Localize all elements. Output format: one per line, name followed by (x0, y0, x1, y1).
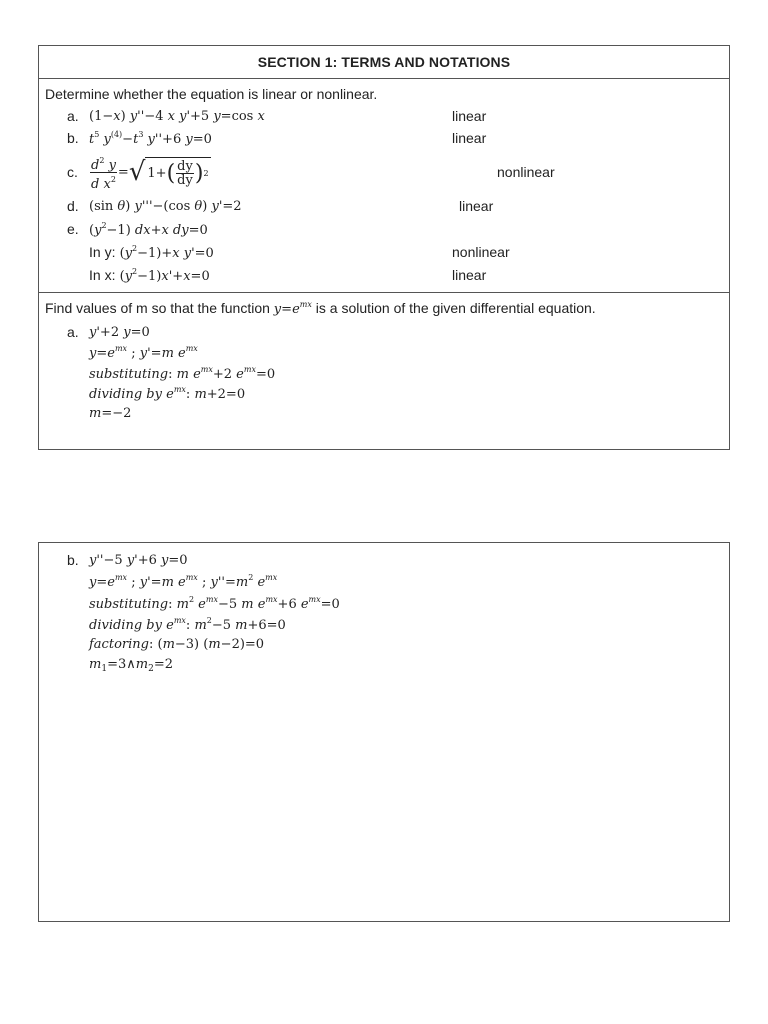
q2-instruction: Find values of m so that the function $y=e^{mx}$ is a solution of the given differential equation. (45, 300, 596, 317)
q2b-step-1: $y=e^{mx}$ ; y'=m $e^{mx}$ ; $y''=m^2$ $e^{mx}$ (89, 572, 278, 590)
equation-2a: y'+2 y=0 (89, 324, 150, 340)
equation-2b: y''−5 y'+6 y=0 (89, 552, 188, 568)
section-box-2 (38, 542, 730, 922)
equation-a: (1−x) y''−4 x y'+5 y=cos x (89, 108, 265, 124)
q1-item-e-in-y (39, 242, 729, 262)
equation-e: $(y^2-1)$ dx+x dy=0 (89, 220, 208, 238)
answer-e-in-y: nonlinear (452, 244, 510, 260)
q2a-step-1: $y=e^{mx}$ ; y'=m $e^{mx}$ (89, 343, 198, 361)
section-box-1 (38, 45, 730, 450)
q1-item-a (39, 106, 729, 126)
answer-c: nonlinear (497, 164, 555, 180)
item-label: b. (67, 130, 79, 146)
q1-item-e-in-x (39, 265, 729, 285)
q2-part-a (39, 322, 729, 342)
prefix: In x: (89, 266, 116, 283)
word-substituting: substituting (89, 366, 169, 382)
answer-a: linear (452, 108, 487, 124)
word-dividing-by: dividing by (89, 617, 162, 633)
question-1 (39, 79, 729, 293)
q1-item-c (39, 150, 729, 194)
q1-item-b (39, 128, 729, 148)
item-label: a. (67, 108, 79, 124)
answer-e-in-x: linear (452, 267, 487, 283)
equation-b: $t^5$ $y^{(4)}-t^3$ y''+6 y=0 (89, 129, 212, 147)
q2b-step-3: dividing by $e^{mx}$: $m^2-5$ m+6=0 (89, 615, 286, 633)
q2b-step-5: $m_1=3\wedge m_2=2$ (89, 656, 173, 674)
answer-b: linear (452, 130, 487, 146)
q2b-step-2: substituting: $m^2$ $e^{mx}-5$ m $e^{mx}+6$ $e^{mx}=0$ (89, 594, 340, 612)
equation-e-in-y: In y: $(y^2-1)+x$ y'=0 (89, 243, 214, 261)
q2a-step-4: m=−2 (89, 405, 132, 421)
equation-d: (sin θ) y'''−(cos θ) y'=2 (89, 198, 242, 214)
q2b-step-4: factoring: (m−3) (m−2)=0 (89, 636, 265, 652)
q2-part-b (39, 550, 729, 570)
word-substituting: substituting (89, 596, 169, 612)
q2-instruction-pre: Find values of m so that the function (45, 300, 270, 316)
q1-item-d (39, 196, 729, 216)
q2a-step-3: dividing by $e^{mx}$: m+2=0 (89, 384, 246, 402)
item-label: a. (67, 324, 79, 340)
equation-c: $\frac{d^2 y}{d x^2}$ = √ 1+ ( $\frac{dy}{dy}$ ) 2 (91, 155, 209, 192)
q2a-step-2: substituting: m $e^{mx}+2$ $e^{mx}=0$ (89, 364, 276, 382)
prefix: In y: (89, 243, 116, 260)
item-label: c. (67, 164, 78, 180)
word-dividing-by: dividing by (89, 386, 162, 402)
q1-instruction: Determine whether the equation is linear or nonlinear. (45, 86, 378, 102)
equation-e-in-x: In x: $(y^2-1)x'+x=0$ (89, 266, 210, 284)
item-label: b. (67, 552, 79, 568)
word-factoring: factoring (89, 636, 149, 652)
section-title: SECTION 1: TERMS AND NOTATIONS (39, 46, 729, 79)
answer-d: linear (459, 198, 494, 214)
q1-item-e (39, 219, 729, 239)
item-label: d. (67, 198, 79, 214)
item-label: e. (67, 221, 79, 237)
q2-instruction-post: is a solution of the given differential equation. (315, 300, 596, 316)
